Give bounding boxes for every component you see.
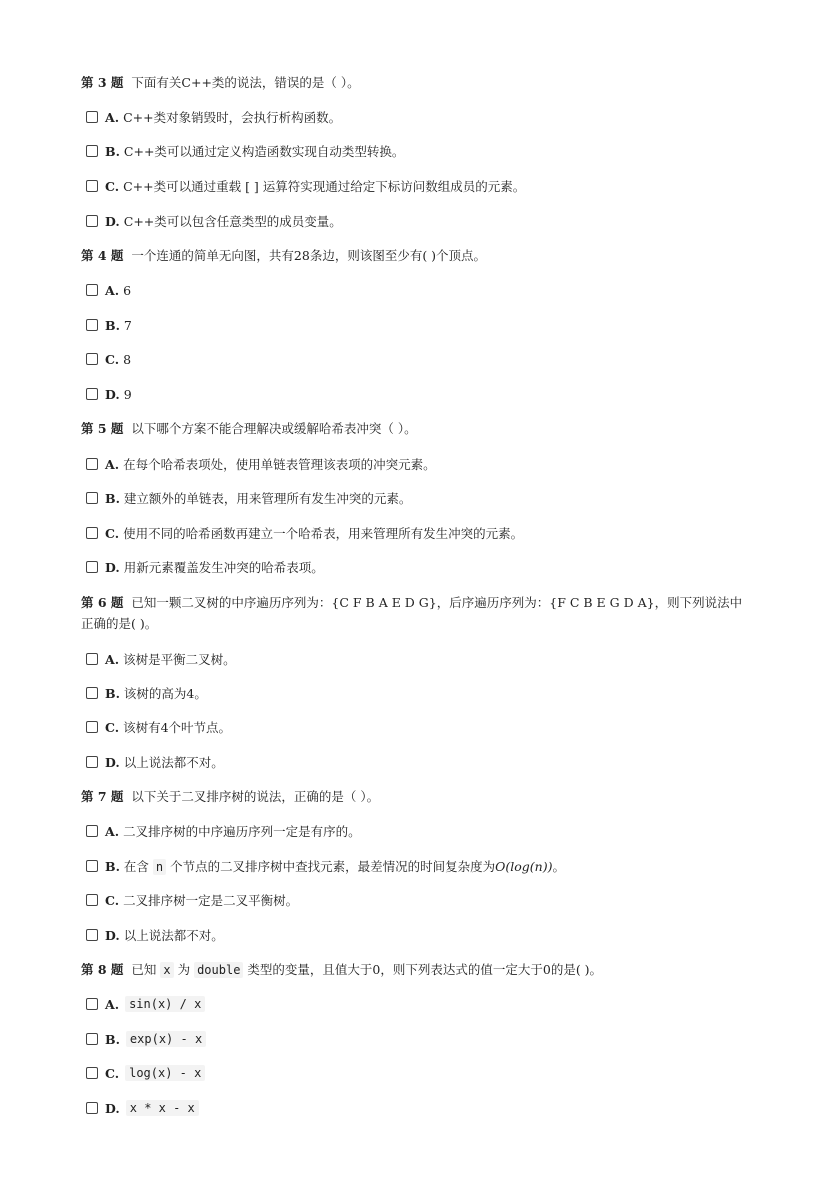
- option-label: A.: [105, 996, 120, 1012]
- option-text: 6: [123, 282, 132, 298]
- question-text: 以下哪个方案不能合理解决或缓解哈希表冲突（ ）。: [131, 421, 417, 436]
- question-5-option-d[interactable]: [86, 558, 324, 576]
- option-label: A.: [105, 109, 120, 125]
- checkbox[interactable]: [86, 319, 98, 331]
- question-4-option-d[interactable]: [86, 385, 132, 403]
- question-5-option-c[interactable]: [86, 524, 523, 542]
- option-text: C++类对象销毁时，会执行析构函数。: [123, 110, 342, 125]
- question-8-option-a[interactable]: [86, 995, 205, 1013]
- checkbox[interactable]: [86, 353, 98, 365]
- option-label: B.: [105, 1031, 120, 1047]
- option-label: D.: [105, 559, 120, 575]
- question-3-option-d[interactable]: [86, 212, 342, 230]
- option-label: C.: [105, 892, 120, 908]
- question-6-title: [81, 592, 753, 634]
- question-6-option-c[interactable]: [86, 718, 231, 736]
- option-text: 该树的高为4。: [123, 686, 207, 701]
- question-text-pre: 已知: [131, 962, 161, 977]
- option-text-pre: 在含: [123, 859, 153, 874]
- checkbox[interactable]: [86, 1033, 98, 1045]
- question-number: 第 7 题: [81, 789, 124, 804]
- checkbox[interactable]: [86, 825, 98, 837]
- question-text: 以下关于二叉排序树的说法，正确的是（ ）。: [131, 789, 380, 804]
- option-text: 用新元素覆盖发生冲突的哈希表项。: [123, 560, 324, 575]
- option-label: B.: [105, 685, 120, 701]
- inline-code: n: [153, 859, 166, 875]
- checkbox[interactable]: [86, 653, 98, 665]
- question-5-option-b[interactable]: [86, 489, 411, 507]
- option-text: 8: [123, 351, 132, 367]
- checkbox[interactable]: [86, 284, 98, 296]
- math-expression: O(log(n)): [495, 859, 553, 874]
- option-code: sin(x) / x: [125, 996, 205, 1012]
- checkbox[interactable]: [86, 388, 98, 400]
- checkbox[interactable]: [86, 721, 98, 733]
- checkbox[interactable]: [86, 929, 98, 941]
- option-text: 在每个哈希表项处，使用单链表管理该表项的冲突元素。: [123, 457, 436, 472]
- option-text: 7: [123, 317, 132, 333]
- question-3-title: [81, 72, 753, 93]
- option-text: 建立额外的单链表，用来管理所有发生冲突的元素。: [123, 491, 412, 506]
- question-8-option-d[interactable]: [86, 1099, 199, 1117]
- option-label: D.: [105, 754, 120, 770]
- checkbox[interactable]: [86, 527, 98, 539]
- question-6-option-b[interactable]: [86, 684, 207, 702]
- inline-code: double: [194, 962, 243, 978]
- option-label: A.: [105, 651, 120, 667]
- question-5-title: [81, 418, 753, 439]
- option-text: 9: [123, 386, 132, 402]
- question-7-option-b[interactable]: [86, 857, 565, 875]
- option-label: D.: [105, 213, 120, 229]
- option-text: 该树是平衡二叉树。: [123, 652, 236, 667]
- question-number: 第 6 题: [81, 595, 124, 610]
- option-text-post: 个节点的二叉排序树中查找元素，最差情况的时间复杂度为: [166, 859, 496, 874]
- option-label: D.: [105, 386, 120, 402]
- checkbox[interactable]: [86, 894, 98, 906]
- checkbox[interactable]: [86, 180, 98, 192]
- option-text: 使用不同的哈希函数再建立一个哈希表，用来管理所有发生冲突的元素。: [123, 526, 524, 541]
- question-7-option-a[interactable]: [86, 822, 361, 840]
- option-label: D.: [105, 927, 120, 943]
- option-code: log(x) - x: [125, 1065, 205, 1081]
- inline-code: x: [160, 962, 173, 978]
- option-text: [124, 857, 565, 875]
- option-code: x * x - x: [126, 1100, 199, 1116]
- question-6-option-a[interactable]: [86, 650, 236, 668]
- checkbox[interactable]: [86, 111, 98, 123]
- question-8-option-c[interactable]: [86, 1064, 205, 1082]
- option-label: B.: [105, 143, 120, 159]
- checkbox[interactable]: [86, 561, 98, 573]
- option-text-end: 。: [552, 859, 565, 874]
- question-4-option-b[interactable]: [86, 316, 132, 334]
- checkbox[interactable]: [86, 215, 98, 227]
- option-text: 该树有4个叶节点。: [123, 720, 232, 735]
- option-label: B.: [105, 490, 120, 506]
- option-label: C.: [105, 719, 120, 735]
- option-text: 二叉排序树的中序遍历序列一定是有序的。: [123, 824, 361, 839]
- question-6-option-d[interactable]: [86, 753, 224, 771]
- question-4-title: [81, 245, 753, 266]
- question-number: 第 4 题: [81, 248, 124, 263]
- option-text: C++类可以通过定义构造函数实现自动类型转换。: [123, 144, 405, 159]
- checkbox[interactable]: [86, 860, 98, 872]
- question-3-option-a[interactable]: [86, 108, 341, 126]
- question-7-option-d[interactable]: [86, 926, 224, 944]
- question-5-option-a[interactable]: [86, 455, 436, 473]
- option-label: D.: [105, 1100, 120, 1116]
- checkbox[interactable]: [86, 998, 98, 1010]
- option-label: C.: [105, 1065, 120, 1081]
- question-7-option-c[interactable]: [86, 891, 298, 909]
- question-3-option-c[interactable]: [86, 177, 525, 195]
- question-text-post: 类型的变量，且值大于0，则下列表达式的值一定大于0的是( )。: [243, 962, 603, 977]
- question-text-mid: 为: [173, 962, 195, 977]
- checkbox[interactable]: [86, 687, 98, 699]
- question-8-option-b[interactable]: [86, 1030, 206, 1048]
- option-text: C++类可以包含任意类型的成员变量。: [123, 214, 342, 229]
- option-text: 二叉排序树一定是二叉平衡树。: [123, 893, 299, 908]
- option-label: A.: [105, 456, 120, 472]
- option-label: C.: [105, 525, 120, 541]
- question-3-option-b[interactable]: [86, 142, 404, 160]
- question-8-title: [81, 959, 753, 981]
- option-label: A.: [105, 823, 120, 839]
- checkbox[interactable]: [86, 756, 98, 768]
- option-label: C.: [105, 178, 120, 194]
- option-label: A.: [105, 282, 120, 298]
- option-label: C.: [105, 351, 120, 367]
- question-7-title: [81, 786, 753, 807]
- checkbox[interactable]: [86, 145, 98, 157]
- question-4-option-c[interactable]: [86, 350, 131, 368]
- question-text: 下面有关C++类的说法，错误的是（ ）。: [131, 75, 360, 90]
- option-text: 以上说法都不对。: [123, 928, 224, 943]
- question-text: 一个连通的简单无向图，共有28条边，则该图至少有( )个顶点。: [131, 248, 487, 263]
- option-label: B.: [105, 858, 120, 874]
- option-text: C++类可以通过重载 [ ] 运算符实现通过给定下标访问数组成员的元素。: [123, 179, 526, 194]
- checkbox[interactable]: [86, 492, 98, 504]
- option-text: 以上说法都不对。: [123, 755, 224, 770]
- question-text: 已知一颗二叉树的中序遍历序列为：{C F B A E D G}，后序遍历序列为：{F C B E G D A}，则下列说法中正确的是( )。: [81, 595, 743, 631]
- checkbox[interactable]: [86, 1067, 98, 1079]
- question-number: 第 3 题: [81, 75, 124, 90]
- question-4-option-a[interactable]: [86, 281, 131, 299]
- checkbox[interactable]: [86, 1102, 98, 1114]
- option-code: exp(x) - x: [126, 1031, 206, 1047]
- checkbox[interactable]: [86, 458, 98, 470]
- question-number: 第 5 题: [81, 421, 124, 436]
- option-label: B.: [105, 317, 120, 333]
- question-number: 第 8 题: [81, 962, 124, 977]
